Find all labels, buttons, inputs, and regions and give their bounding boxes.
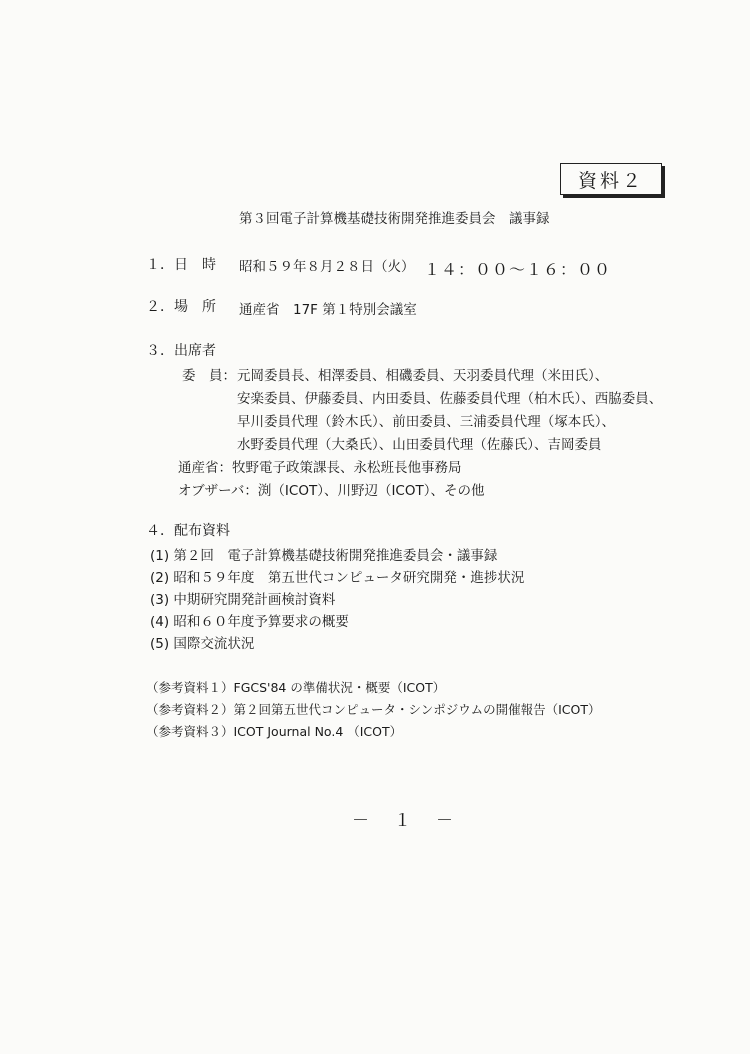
date-heading: １．日 時 [146, 257, 216, 273]
meeting-date: 昭和５９年８月２８日（火） [239, 259, 415, 275]
attendees-heading: ３．出席者 [146, 343, 216, 359]
page-number: － １ － [352, 811, 457, 831]
miti-attendees: 通産省：牧野電子政策課長、永松班長他事務局 [178, 460, 462, 476]
members-line: 早川委員代理（鈴木氏）、前田委員、三浦委員代理（塚本氏）、 [237, 414, 615, 430]
members-line: 元岡委員長、相澤委員、相磯委員、天羽委員代理（米田氏）、 [237, 368, 609, 384]
material-item: (5) 国際交流状況 [150, 636, 255, 652]
place-heading: ２．場 所 [146, 299, 216, 315]
material-item: (4) 昭和６０年度予算要求の概要 [150, 614, 349, 630]
observers: オブザーバ：渕（ICOT）、川野辺（ICOT）、その他 [178, 483, 485, 499]
material-item: (3) 中期研究開発計画検討資料 [150, 592, 336, 608]
material-item: (1) 第２回 電子計算機基礎技術開発推進委員会・議事録 [150, 548, 498, 564]
meeting-place: 通産省 17F 第１特別会議室 [239, 302, 417, 318]
reference-item: （参考資料１）FGCS'84 の準備状況・概要（ICOT） [146, 680, 446, 695]
material-item: (2) 昭和５９年度 第五世代コンピュータ研究開発・進捗状況 [150, 570, 525, 586]
materials-heading: ４．配布資料 [146, 523, 230, 539]
members-line: 安楽委員、伊藤委員、内田委員、佐藤委員代理（柏木氏）、西脇委員、 [237, 391, 663, 407]
reference-item: （参考資料２）第２回第五世代コンピュータ・シンポジウムの開催報告（ICOT） [146, 702, 601, 717]
members-label: 委 員： [182, 368, 236, 384]
members-line: 水野委員代理（大桑氏）、山田委員代理（佐藤氏）、吉岡委員 [237, 437, 602, 453]
meeting-time: １４：００〜１６：００ [424, 260, 612, 279]
document-title: 第３回電子計算機基礎技術開発推進委員会 議事録 [239, 211, 550, 227]
document-label: 資料２ [560, 163, 662, 195]
reference-item: （参考資料３）ICOT Journal No.4 （ICOT） [146, 724, 403, 739]
